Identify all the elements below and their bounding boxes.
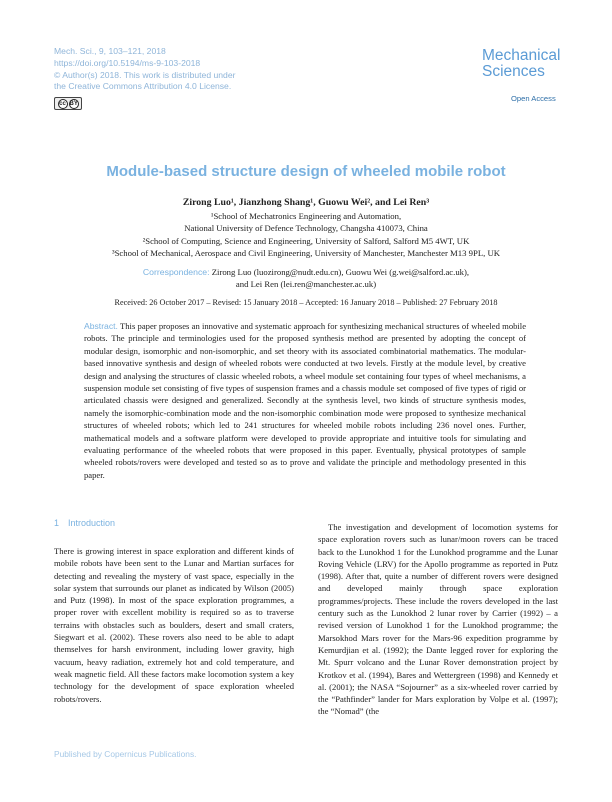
- body-column-right: [318, 521, 558, 718]
- affiliation-1a: ¹School of Mechatronics Engineering and Automation,: [210, 211, 402, 221]
- publisher-footer: Published by Copernicus Publications.: [54, 749, 197, 759]
- affiliation-3: ³School of Mechanical, Aerospace and Civil Engineering, University of Manchester, Manchester M13 9PL, UK: [111, 247, 501, 258]
- abstract-label: Abstract.: [84, 321, 118, 331]
- journal-citation-block: [54, 46, 235, 93]
- doi-link[interactable]: https://doi.org/10.5194/ms-9-103-2018: [54, 57, 201, 68]
- affiliation-1b: National University of Defence Technology, Changsha 410073, China: [184, 223, 428, 234]
- journal-name-line2: Sciences: [482, 63, 545, 80]
- by-icon: BY: [69, 100, 78, 107]
- section-number: 1: [54, 518, 60, 528]
- paper-title: Module-based structure design of wheeled mobile robot: [106, 163, 506, 180]
- abstract-text: This paper proposes an innovative and systematic approach for synthesizing mechanical structures of wheeled mobile robots. The principle and terminologies used for the proposed synthesis method are presented by adopting the concept of modular design, isomorphic and non-isomorphic, and set theory with its associated combinatorial mathematics. The modular-based innovative synthesis and design of wheeled robots were conducted at two levels. Firstly at the module level, by creative design and analysing the structures of classic wheeled robots, a wheel module set containing four types of wheel mechanisms, a suspension module set consisting of five types of suspension frames and a chassis module set composed of five types of rigid or articulated chassis were designed and generalized. Secondly at the synthesis level, two kinds of structure synthesis modes, namely the isomorphic-combination mode and the non-isomorphic combination mode were proposed to synthesize mechanical structures of wheeled robots; which led to 241 structures for wheeled mobile robots including 236 novel ones. Further, mathematical models and a software platform were developed to provide appropriate and intuitive tools for simulating and evaluating performance of the wheeled robots that were proposed in this paper. Eventually, physical prototypes of sample wheeled robots/rovers were developed and tested so as to prove and validate the principle and methodology presented in this paper.: [84, 321, 527, 480]
- copyright-line: © Author(s) 2018. This work is distributed under: [54, 69, 236, 80]
- correspondence-emails-1[interactable]: Zirong Luo (luozirong@nudt.edu.cn), Guowu Wei (g.wei@salford.ac.uk),: [211, 267, 470, 277]
- section-heading-introduction: [54, 518, 115, 528]
- correspondence-emails-2[interactable]: and Lei Ren (lei.ren@manchester.ac.uk): [235, 279, 377, 290]
- publication-dates: Received: 26 October 2017 – Revised: 15 January 2018 – Accepted: 16 January 2018 – Published: 27 February 2018: [114, 298, 498, 307]
- affiliation-2: ²School of Computing, Science and Engineering, University of Salford, Salford M5 4WT, UK: [142, 235, 470, 246]
- journal-name-line1: Mechanical: [482, 47, 561, 64]
- body-column-left: There is growing interest in space exploration and different kinds of mobile robots have been sent to the Lunar and Martian surfaces for detecting and revealing the mystery of vast space, especially in the solar system that surrounds our planet as indicated by Wilson (2005) and Putz (1998). In most of the space exploration programmes, a proper rover with excellent mobility is required so as to traverse terrains with obstacles such as boulders, desert and small craters, Siegwart et al. (2002). These rovers also need to be able to adapt themselves for harsh environment, including lower gravity, high vacuum, heavy radiation, extremely hot and cold temperature, and weak magnetic field. All these factors make locomotion system a key technology for the development of space exploration wheeled robots/rovers.: [54, 546, 294, 704]
- journal-logo[interactable]: [482, 48, 562, 80]
- open-access-label: Open Access: [511, 94, 556, 103]
- section-title: Introduction: [68, 518, 116, 528]
- correspondence-label: Correspondence:: [142, 267, 210, 277]
- body-column-right-text: The investigation and development of locomotion systems for space exploration rovers such as lunar/moon rovers can be traced back to the Lunokhod 1 for the Lunokhod programme and the Lunar Roving Vehicle (LRV) for the Apollo programme as reported in Putz (1998). After that, quite a number of different rovers were designed and developed mainly through space exploration programmes/projects. These include the rovers developed in the last century such as the Lunokhod 2 lunar rover by Carrier (1992) – a revised version of Lunokhod 1 for the Lunokhod programme; the Marsokhod Mars rover for the Mars-96 expedition programme by Kemurdjian et al. (1992); the Dante legged rover for exploring the Mt. Spurr volcano and the Lunar Rover demonstration project by Krotkov et al. (1994), Bares and Wettergreen (1998) and Kennedy et al. (2001); the NASA “Sojourner” as a six-wheeled rover carried by the “Pathfinder” lander for Mars exploration by Volpe et al. (1997); the “Nomad” (the: [318, 522, 558, 717]
- cc-license-badge[interactable]: [54, 97, 82, 110]
- cc-icon: cc: [59, 100, 66, 107]
- citation-line: Mech. Sci., 9, 103–121, 2018: [54, 46, 166, 56]
- abstract: [84, 320, 526, 481]
- correspondence: [54, 266, 558, 291]
- affiliations: [54, 210, 558, 259]
- author-list: Zirong Luo¹, Jianzhong Shang¹, Guowu Wei², and Lei Ren³: [182, 197, 430, 208]
- license-line[interactable]: the Creative Commons Attribution 4.0 License.: [54, 81, 232, 92]
